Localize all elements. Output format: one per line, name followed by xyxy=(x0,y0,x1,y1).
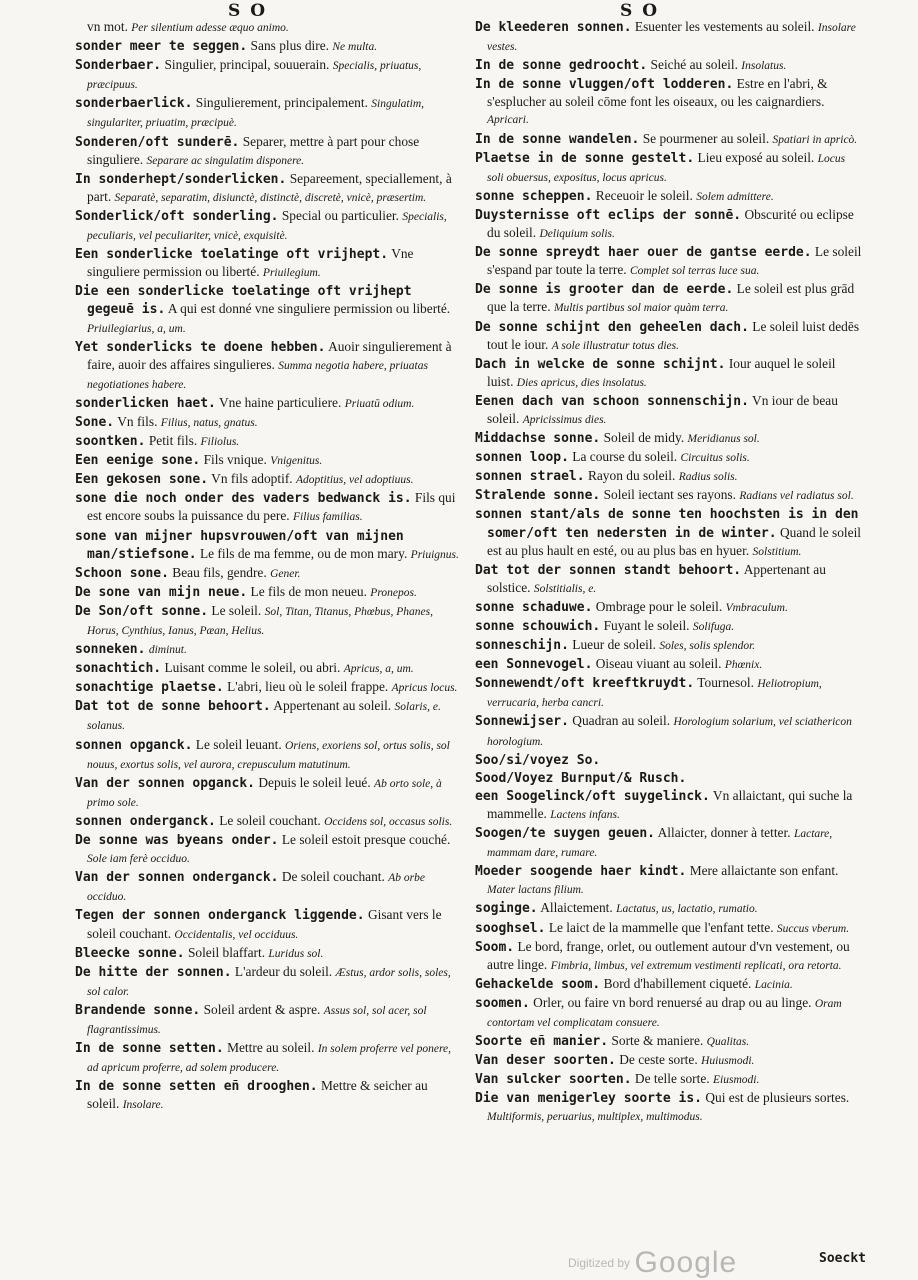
latin-gloss: Locus soli obuersus, expositus, locus apricus. xyxy=(487,152,846,184)
watermark-small-text: Digitized by xyxy=(568,1256,631,1270)
dictionary-entry xyxy=(475,919,863,938)
dictionary-entry xyxy=(75,37,463,56)
latin-gloss: Filius, natus, gnatus. xyxy=(160,416,258,429)
latin-gloss: Insolare vestes. xyxy=(487,22,856,54)
headword: sonneschijn. xyxy=(475,638,569,654)
french-gloss: Vn iour de beau soleil. xyxy=(487,392,838,426)
dictionary-entry xyxy=(475,318,863,355)
headword: Die van menigerley soorte is. xyxy=(475,1091,702,1107)
french-gloss: Se pourmener au soleil. xyxy=(642,130,770,146)
dictionary-entry xyxy=(75,1077,463,1114)
latin-gloss: Priuilegium. xyxy=(262,267,321,280)
latin-gloss: Summa negotia habere, priuatas negotiationes habere. xyxy=(87,359,428,391)
latin-gloss: Vnigenitus. xyxy=(270,455,323,468)
french-gloss: Bord d'habillement ciqueté. xyxy=(603,975,752,991)
latin-gloss: Radians vel radiatus sol. xyxy=(739,490,854,503)
french-gloss: Receuoir le soleil. xyxy=(595,187,693,203)
dictionary-entry xyxy=(475,280,863,317)
dictionary-entry xyxy=(75,527,463,564)
dictionary-entry xyxy=(475,467,863,486)
dictionary-entry xyxy=(75,868,463,906)
french-gloss: Le soleil estoit presque couché. xyxy=(281,832,451,848)
headword: Bleecke sonne. xyxy=(75,945,185,961)
french-gloss: De soleil couchant. xyxy=(281,869,385,885)
headword: sonderlicken haet. xyxy=(75,395,216,411)
latin-gloss: Oriens, exoriens sol, ortus solis, sol nouus, exortus solis, vel aurora, crepusculum matutinum. xyxy=(87,739,450,771)
french-gloss: L'abri, lieu où le soleil frappe. xyxy=(227,679,389,695)
french-gloss: Obscurité ou eclipse du soleil. xyxy=(487,206,854,241)
dictionary-entry xyxy=(75,282,463,337)
latin-gloss: Luridus sol. xyxy=(268,947,324,960)
french-gloss: Soleil blaffart. xyxy=(187,944,266,960)
latin-gloss: Ne multa. xyxy=(332,41,378,54)
headword: De sonne schijnt den geheelen dach. xyxy=(475,319,749,335)
digitized-watermark xyxy=(568,1246,737,1280)
french-gloss: Vn fils. xyxy=(117,413,158,429)
dictionary-entry xyxy=(475,429,863,448)
french-gloss: Mettre & seicher au soleil. xyxy=(87,1078,428,1112)
headword: Sonderen/oft sunderē. xyxy=(75,134,240,150)
header-left-mark: S O xyxy=(228,1,268,21)
headword: Dat tot de sonne behoort. xyxy=(75,699,271,715)
latin-gloss: Separatè, separatim, disiunctè, distinctè, discretè, vnicè, præsertim. xyxy=(114,191,427,204)
latin-gloss: Apricari. xyxy=(487,114,529,127)
latin-gloss: Ab orbe occiduo. xyxy=(87,872,425,904)
french-gloss: De ceste sorte. xyxy=(619,1052,698,1068)
latin-gloss: Succus vberum. xyxy=(776,922,850,935)
headword: Een eenige sone. xyxy=(75,453,201,469)
latin-gloss: Priuatū odium. xyxy=(344,397,415,410)
headword: sonne schaduwe. xyxy=(475,599,593,615)
latin-gloss: Solaris, e. solanus. xyxy=(87,701,441,733)
latin-gloss: Vmbraculum. xyxy=(725,601,788,614)
latin-gloss: Occidentalis, vel occiduus. xyxy=(174,928,299,941)
headword: Tegen der sonnen onderganck liggende. xyxy=(75,908,365,924)
french-gloss: Lueur de soleil. xyxy=(572,637,656,653)
dictionary-entry xyxy=(75,489,463,526)
latin-gloss: Multis partibus sol maior quàm terra. xyxy=(553,302,729,315)
french-gloss: Beau fils, gendre. xyxy=(172,564,267,580)
french-gloss: Estre en l'abri, & s'esplucher au soleil cōme font les oiseaux, ou les caignardiers. xyxy=(487,76,828,110)
french-gloss: Lieu exposé au soleil. xyxy=(697,149,815,165)
french-gloss: L'ardeur du soleil. xyxy=(234,963,333,979)
dictionary-entry xyxy=(75,831,463,868)
french-gloss: Le soleil. xyxy=(211,602,262,618)
dictionary-entry xyxy=(75,963,463,1001)
headword: sonne scheppen. xyxy=(475,188,593,204)
latin-gloss: Oram contortam vel complicatam consuere. xyxy=(487,997,842,1029)
headword: Moeder soogende haer kindt. xyxy=(475,864,687,880)
french-gloss: Le laict de la mammelle que l'enfant tette. xyxy=(548,919,774,935)
catchword: Soeckt xyxy=(819,1251,866,1266)
dictionary-entry xyxy=(475,674,863,712)
french-gloss: Appertenant au solstice. xyxy=(487,561,826,595)
latin-gloss: Assus sol, sol acer, sol flagrantissimus. xyxy=(87,1004,427,1036)
french-gloss: Le soleil s'espand par toute la terre. xyxy=(487,244,862,278)
headword: In de sonne setten eñ drooghen. xyxy=(75,1079,318,1095)
dictionary-entry xyxy=(75,564,463,583)
french-gloss: Singulier, principal, souuerain. xyxy=(164,57,330,73)
latin-gloss: Mater lactans filium. xyxy=(487,884,584,897)
french-gloss: Separer, mettre à part pour chose singuliere. xyxy=(87,133,420,167)
french-gloss: Sorte & maniere. xyxy=(611,1033,704,1049)
french-gloss: vn mot. xyxy=(87,19,128,34)
headword: In sonderhept/sonderlicken. xyxy=(75,171,287,187)
latin-gloss: Insolatus. xyxy=(741,60,787,73)
latin-gloss: Solifuga. xyxy=(692,621,735,633)
french-gloss: Le fils de mon neueu. xyxy=(250,583,367,599)
french-gloss: A qui est donné vne singuliere permission ou liberté. xyxy=(167,301,451,317)
latin-gloss: Multiformis, peruarius, multiplex, multimodus. xyxy=(487,1111,703,1124)
headword: een Sonnevogel. xyxy=(475,657,593,673)
french-gloss: Tournesol. xyxy=(697,675,754,691)
headword: sooghsel. xyxy=(475,920,546,936)
dictionary-entry xyxy=(75,338,463,394)
dictionary-entry xyxy=(475,206,863,243)
headword: Sonnewijser. xyxy=(475,714,569,730)
french-gloss: Rayon du soleil. xyxy=(587,468,676,484)
dictionary-entry xyxy=(475,769,863,787)
french-gloss: Qui est de plusieurs sortes. xyxy=(705,1090,850,1106)
latin-gloss: Lactatus, us, lactatio, rumatio. xyxy=(616,903,758,916)
dictionary-entry xyxy=(475,355,863,392)
dictionary-entry xyxy=(475,617,863,636)
headword: een Soogelinck/oft suygelinck. xyxy=(475,788,710,804)
french-gloss: Soleil de midy. xyxy=(603,430,685,446)
dictionary-entry xyxy=(75,697,463,735)
french-gloss: La course du soleil. xyxy=(572,449,678,465)
french-gloss: Mere allaictante son enfant. xyxy=(689,863,839,879)
headword: Van der sonnen onderganck. xyxy=(75,870,279,886)
dictionary-entry xyxy=(475,392,863,429)
dictionary-entry xyxy=(75,1039,463,1077)
dictionary-entry xyxy=(475,561,863,598)
headword: soomen. xyxy=(475,995,530,1011)
dictionary-entry xyxy=(475,1032,863,1051)
headword: Middachse sonne. xyxy=(475,431,601,447)
latin-gloss: Adoptitius, vel adoptiuus. xyxy=(295,474,414,487)
latin-gloss: Deliquium solis. xyxy=(539,228,615,241)
french-gloss: Depuis le soleil leué. xyxy=(258,774,371,790)
headword: Sone. xyxy=(75,414,115,430)
header-right-mark: S O xyxy=(620,1,660,21)
dictionary-entry xyxy=(475,130,863,149)
french-gloss: Le soleil couchant. xyxy=(219,812,321,828)
french-gloss: Allaicter, donner à tetter. xyxy=(657,825,791,841)
dictionary-entry xyxy=(475,938,863,975)
french-gloss: Gisant vers le soleil couchant. xyxy=(87,907,442,941)
french-gloss: Allaictement. xyxy=(540,900,613,916)
headword: In de sonne vluggen/oft lodderen. xyxy=(475,77,734,93)
headword: Dach in welcke de sonne schijnt. xyxy=(475,356,726,372)
dictionary-entry xyxy=(475,1089,863,1126)
french-gloss: Oiseau viuant au soleil. xyxy=(595,656,722,672)
dictionary-entry xyxy=(75,470,463,489)
dictionary-entry xyxy=(75,94,463,132)
dictionary-entry xyxy=(475,1051,863,1070)
headword: Schoon sone. xyxy=(75,565,169,581)
dictionary-entry xyxy=(75,245,463,282)
dictionary-entry xyxy=(75,906,463,943)
dictionary-entry xyxy=(475,994,863,1032)
headword: sonnen loop. xyxy=(475,450,569,466)
headword: Een gekosen sone. xyxy=(75,472,209,488)
dictionary-entry xyxy=(475,636,863,655)
french-gloss: Ombrage pour le soleil. xyxy=(595,598,723,614)
headword: sonne schouwich. xyxy=(475,619,601,634)
headword: Van der sonnen opganck. xyxy=(75,775,256,791)
french-gloss: Vn allaictant, qui suche la mammelle. xyxy=(487,787,853,821)
latin-gloss: Horologium solarium, vel sciathericon horologium. xyxy=(487,716,852,748)
latin-gloss: Priuignus. xyxy=(410,548,459,561)
latin-gloss: Apricissimus dies. xyxy=(522,413,607,426)
headword: sonnen strael. xyxy=(475,469,585,485)
latin-gloss: Spatiari in apricò. xyxy=(772,133,858,146)
dictionary-entry xyxy=(475,56,863,75)
dictionary-entry xyxy=(475,187,863,206)
latin-gloss: Filius familias. xyxy=(293,511,363,524)
dictionary-entry xyxy=(475,243,863,280)
headword: Eenen dach van schoon sonnenschijn. xyxy=(475,393,749,409)
latin-gloss: Huiusmodi. xyxy=(701,1055,755,1068)
headword: Soom. xyxy=(475,939,515,955)
dictionary-entry xyxy=(75,18,463,37)
headword: Sonderlick/oft sonderling. xyxy=(75,208,279,224)
french-gloss: Soleil iectant ses rayons. xyxy=(603,487,736,503)
latin-gloss: Sol, Titan, Titanus, Phœbus, Phanes, Horus, Cynthius, Ianus, Pæan, Helius. xyxy=(87,605,433,637)
latin-gloss: Meridianus sol. xyxy=(687,433,760,446)
french-gloss: De telle sorte. xyxy=(634,1071,710,1087)
french-gloss: Le soleil luist dedēs tout le iour. xyxy=(487,318,860,352)
headword: Stralende sonne. xyxy=(475,488,601,504)
french-gloss: Sans plus dire. xyxy=(250,38,330,54)
dictionary-entry xyxy=(75,1001,463,1039)
headword: Soorte eñ manier. xyxy=(475,1034,609,1050)
headword: Soogen/te suygen geuen. xyxy=(475,826,656,842)
latin-gloss: Solstitium. xyxy=(752,545,802,558)
headword: sone die noch onder des vaders bedwanck is. xyxy=(75,491,412,507)
french-gloss: Mettre au soleil. xyxy=(227,1040,315,1056)
dictionary-entry xyxy=(475,751,863,769)
latin-gloss: Qualitas. xyxy=(706,1036,750,1049)
french-gloss: Seiché au soleil. xyxy=(650,57,738,73)
latin-gloss: Lacinia. xyxy=(754,978,793,991)
latin-gloss: Singulatim, singulariter, priuatim, præcipuè. xyxy=(87,98,425,130)
headword: Van sulcker soorten. xyxy=(475,1072,632,1088)
headword: De Son/oft sonne. xyxy=(75,603,209,619)
dictionary-entry xyxy=(475,862,863,899)
latin-gloss: Insolare. xyxy=(122,1099,164,1112)
french-gloss: Iour auquel le soleil luist. xyxy=(487,355,836,389)
dictionary-entry xyxy=(75,413,463,432)
latin-gloss: Ab orto sole, à primo sole. xyxy=(87,777,442,809)
headword: In de sonne setten. xyxy=(75,1041,224,1057)
latin-gloss: Pronepos. xyxy=(370,586,417,599)
french-gloss: Appertenant au soleil. xyxy=(273,698,392,714)
dictionary-entry xyxy=(475,149,863,187)
headword: sonachtige plaetse. xyxy=(75,680,224,696)
latin-gloss: Occidens sol, occasus solis. xyxy=(324,815,453,828)
french-gloss: Esuenter les vestements au soleil. xyxy=(634,19,815,34)
dictionary-entry xyxy=(475,787,863,824)
headword: Duysternisse oft eclips der sonnē. xyxy=(475,207,742,223)
latin-gloss: Specialis, priuatus, præcipuus. xyxy=(87,60,422,92)
latin-gloss: Dies apricus, dies insolatus. xyxy=(516,376,647,389)
dictionary-entry xyxy=(75,774,463,812)
dictionary-entry xyxy=(475,448,863,467)
french-gloss: Le soleil est plus grād que la terre. xyxy=(487,281,855,315)
french-gloss: Vn fils adoptif. xyxy=(211,471,293,487)
dictionary-entry xyxy=(75,678,463,697)
latin-gloss: In solem proferre vel ponere, ad apricum proferre, ad solem producere. xyxy=(87,1043,451,1075)
dictionary-entry xyxy=(475,1070,863,1089)
dictionary-entry xyxy=(75,394,463,413)
french-gloss: Vne haine particuliere. xyxy=(219,394,342,410)
headword: Sood/Voyez Burnput/& Rusch. xyxy=(475,770,687,786)
headword: Sonnewendt/oft kreeftkruydt. xyxy=(475,676,695,692)
dictionary-entry xyxy=(75,451,463,470)
headword: Soo/si/voyez So. xyxy=(475,752,601,768)
dictionary-entry xyxy=(75,207,463,245)
dictionary-entry xyxy=(75,133,463,170)
headword: De sonne spreydt haer ouer de gantse eerde. xyxy=(475,245,812,261)
dictionary-entry xyxy=(75,812,463,831)
latin-gloss: Filiolus. xyxy=(200,436,240,449)
latin-gloss: Fimbria, limbus, vel extremum vestimenti replicati, ora retorta. xyxy=(550,959,842,972)
french-gloss: Le bord, frange, orlet, ou outlement autour d'vn vestement, ou autre linge. xyxy=(487,938,850,972)
headword: sonnen onderganck. xyxy=(75,813,216,829)
headword: sone van mijner hupsvrouwen/oft van mijnen man/stiefsone. xyxy=(75,528,404,562)
headword: soontken. xyxy=(75,434,146,450)
dictionary-entry xyxy=(75,659,463,678)
latin-gloss: Apricus locus. xyxy=(391,682,458,695)
dictionary-entry xyxy=(475,975,863,994)
headword: De kleederen sonnen. xyxy=(475,20,632,35)
french-gloss: Fils qui est encore soubs la puissance du pere. xyxy=(87,490,456,524)
dictionary-entry xyxy=(75,736,463,774)
latin-gloss: Specialis, peculiaris, vel peculiariter, vnicè, exquisitè. xyxy=(87,210,447,243)
headword: In de sonne gedroocht. xyxy=(475,58,648,74)
latin-gloss: Æstus, ardor solis, soles, sol calor. xyxy=(87,966,451,998)
latin-gloss: Lactens infans. xyxy=(550,808,620,821)
headword: Een sonderlicke toelatinge oft vrijhept. xyxy=(75,247,389,263)
headword: sonder meer te seggen. xyxy=(75,39,248,55)
dictionary-entry xyxy=(75,944,463,963)
dictionary-entry xyxy=(75,602,463,640)
dictionary-entry xyxy=(475,655,863,674)
watermark-google-text: Google xyxy=(634,1246,738,1279)
french-gloss: Orler, ou faire vn bord renuersé au drap ou au linge. xyxy=(533,994,812,1010)
dictionary-entry xyxy=(75,170,463,207)
headword: soginge. xyxy=(475,901,538,917)
headword: De sonne is grooter dan de eerde. xyxy=(475,282,734,298)
french-gloss: Auoir singulierement à faire, auoir des affaires singulieres. xyxy=(87,338,452,372)
latin-gloss: diminut. xyxy=(148,644,187,657)
right-column xyxy=(475,18,863,1127)
headword: De sonne was byeans onder. xyxy=(75,833,279,849)
latin-gloss: Solstitialis, e. xyxy=(533,582,597,595)
dictionary-entry xyxy=(475,18,863,56)
latin-gloss: Circuitus solis. xyxy=(680,452,750,465)
latin-gloss: A sole illustratur totus dies. xyxy=(551,339,679,352)
headword: Sonderbaer. xyxy=(75,58,162,74)
french-gloss: Soleil ardent & aspre. xyxy=(203,1001,321,1017)
dictionary-entry xyxy=(75,640,463,659)
latin-gloss: Eiusmodi. xyxy=(713,1074,760,1087)
latin-gloss: Radius solis. xyxy=(678,471,738,484)
left-column xyxy=(75,18,463,1114)
headword: sonachtich. xyxy=(75,661,162,677)
dictionary-entry xyxy=(475,824,863,862)
dictionary-entry xyxy=(75,432,463,451)
dictionary-entry xyxy=(475,899,863,918)
latin-gloss: Phœnix. xyxy=(724,659,763,672)
dictionary-entry xyxy=(475,75,863,129)
dictionary-entry xyxy=(475,486,863,505)
headword: sonneken. xyxy=(75,642,146,658)
latin-gloss: Soles, solis splendor. xyxy=(659,640,756,653)
latin-gloss: Complet sol terras luce sua. xyxy=(629,265,760,278)
headword: sonnen stant/als de sonne ten hoochsten is in den somer/oft ten nedersten in de winter. xyxy=(475,507,859,541)
headword: Van deser soorten. xyxy=(475,1053,616,1069)
headword: Yet sonderlicks te doene hebben. xyxy=(75,339,326,355)
french-gloss: Petit fils. xyxy=(148,433,198,449)
latin-gloss: Priuilegiarius, a, um. xyxy=(87,322,186,335)
french-gloss: Quadran au soleil. xyxy=(572,713,671,729)
french-gloss: Luisant comme le soleil, ou abri. xyxy=(164,660,341,676)
headword: Brandende sonne. xyxy=(75,1002,201,1018)
dictionary-entry xyxy=(475,712,863,750)
latin-gloss: Heliotropium, verrucaria, herba cancri. xyxy=(487,678,822,710)
headword: sonderbaerlick. xyxy=(75,96,193,112)
latin-gloss: Solem admittere. xyxy=(696,190,774,203)
french-gloss: Vne singuliere permission ou liberté. xyxy=(87,246,414,280)
headword: Die een sonderlicke toelatinge oft vrijhept gegeuē is. xyxy=(75,284,412,318)
french-gloss: Separeement, speciallement, à part. xyxy=(87,170,452,204)
latin-gloss: Gener. xyxy=(270,567,301,580)
french-gloss: Quand le soleil est au plus hault en esté, ou au plus bas en hyuer. xyxy=(487,524,862,558)
latin-gloss: Per silentium adesse æquo animo. xyxy=(131,22,289,34)
latin-gloss: Apricus, a, um. xyxy=(343,663,414,676)
headword: De sone van mijn neue. xyxy=(75,584,248,600)
dictionary-entry xyxy=(475,598,863,617)
latin-gloss: Separare ac singulatim disponere. xyxy=(146,154,305,167)
headword: De hitte der sonnen. xyxy=(75,964,232,980)
dictionary-entry xyxy=(475,505,863,560)
french-gloss: Fils vnique. xyxy=(203,452,267,468)
french-gloss: Singulierement, principalement. xyxy=(195,95,368,111)
headword: Gehackelde soom. xyxy=(475,976,601,992)
dictionary-entry xyxy=(75,56,463,94)
headword: sonnen opganck. xyxy=(75,737,193,753)
latin-gloss: Sole iam ferè occiduo. xyxy=(87,853,190,866)
headword: In de sonne wandelen. xyxy=(475,131,640,147)
headword: Plaetse in de sonne gestelt. xyxy=(475,150,695,166)
french-gloss: Fuyant le soleil. xyxy=(603,618,690,633)
dictionary-entry xyxy=(75,583,463,602)
french-gloss: Special ou particulier. xyxy=(281,207,399,223)
french-gloss: Le fils de ma femme, ou de mon mary. xyxy=(199,545,408,561)
headword: Dat tot der sonnen standt behoort. xyxy=(475,562,742,578)
french-gloss: Le soleil leuant. xyxy=(195,736,282,752)
latin-gloss: Lactare, mammam dare, rumare. xyxy=(487,828,833,860)
